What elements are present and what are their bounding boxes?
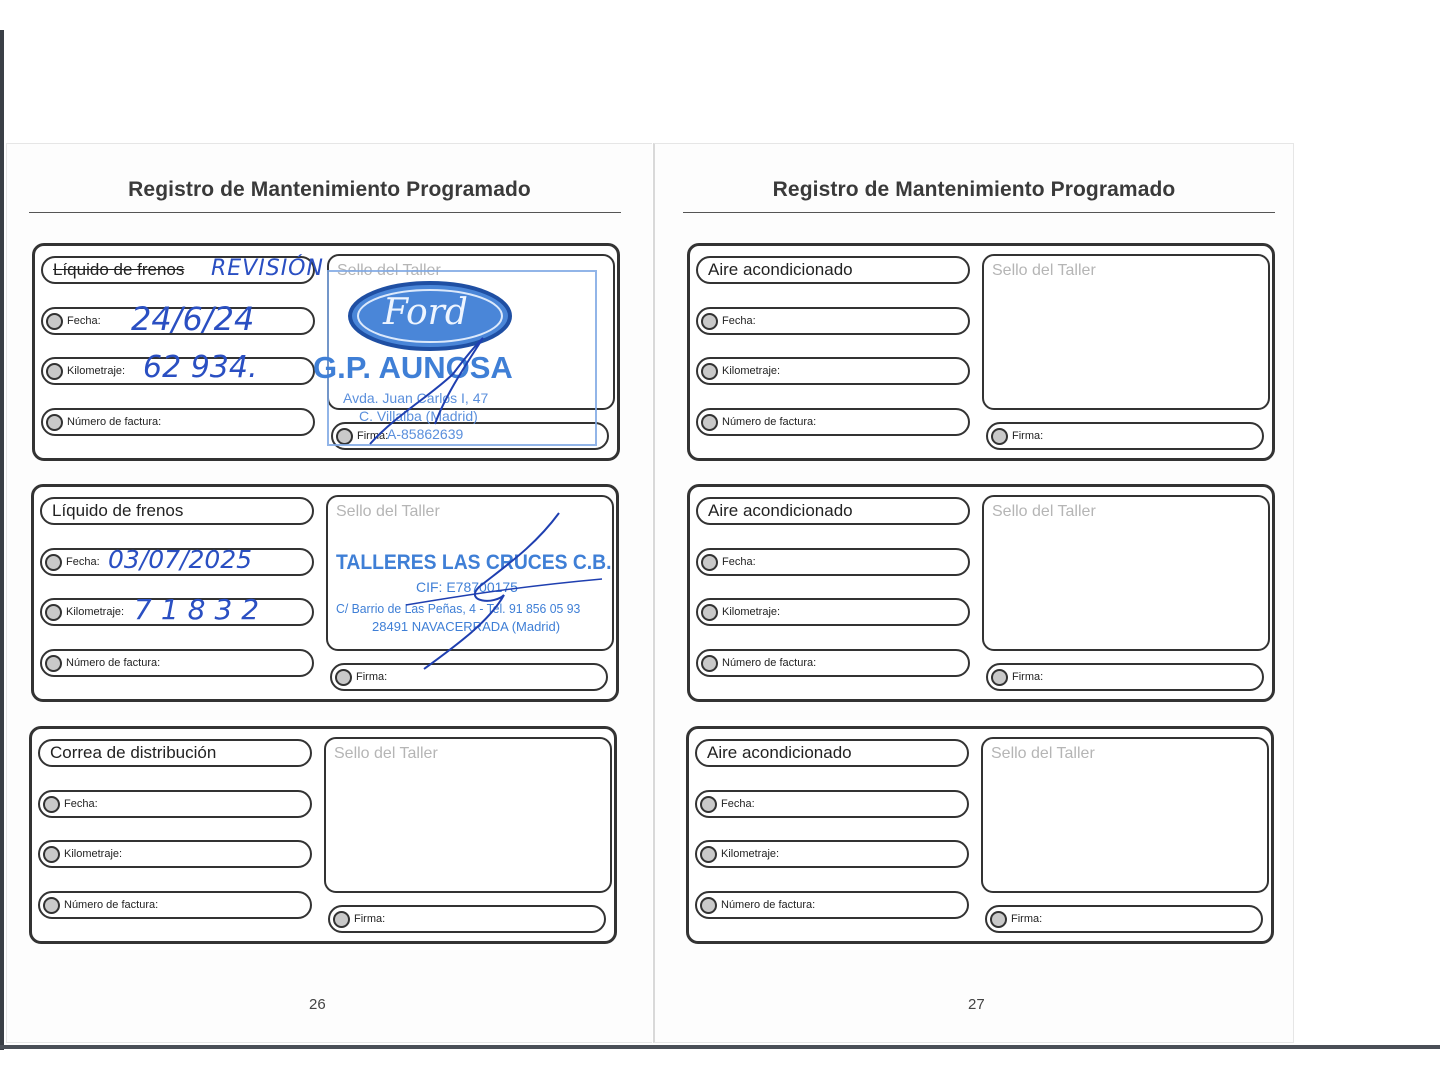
- page-title: Registro de Mantenimiento Programado: [128, 178, 531, 201]
- invoice-label: Número de factura:: [64, 899, 159, 911]
- date-field[interactable]: [695, 790, 969, 818]
- invoice-field[interactable]: [40, 649, 314, 677]
- signature-field[interactable]: [986, 663, 1264, 691]
- dealer-name: G.P. AUNOSA: [313, 350, 513, 385]
- invoice-label: Número de factura:: [66, 657, 161, 669]
- radio-dot-icon: [43, 796, 60, 813]
- signature-label: Firma:: [1012, 430, 1044, 442]
- stamp-label: Sello del Taller: [992, 503, 1096, 520]
- date-field[interactable]: [696, 548, 970, 576]
- radio-dot-icon: [991, 669, 1008, 686]
- radio-dot-icon: [701, 414, 718, 431]
- radio-dot-icon: [43, 897, 60, 914]
- radio-dot-icon: [701, 655, 718, 672]
- mileage-field[interactable]: [696, 357, 970, 385]
- service-name: Aire acondicionado: [708, 501, 853, 520]
- invoice-label: Número de factura:: [722, 657, 817, 669]
- ford-logo-text: Ford: [383, 292, 468, 333]
- date-field[interactable]: [38, 790, 312, 818]
- date-label: Fecha:: [721, 798, 755, 810]
- handwritten-mileage: 71832: [134, 593, 269, 626]
- mileage-label: Kilometraje:: [64, 848, 123, 860]
- invoice-label: Número de factura:: [721, 899, 816, 911]
- maintenance-card: [686, 726, 1274, 944]
- signature-field[interactable]: [328, 905, 606, 933]
- radio-dot-icon: [701, 363, 718, 380]
- mileage-label: Kilometraje:: [721, 848, 780, 860]
- workshop-name: TALLERES LAS CRUCES C.B.: [336, 551, 612, 574]
- stamp-label: Sello del Taller: [336, 503, 440, 520]
- dealer-address: Avda. Juan Carlos I, 47: [343, 390, 489, 406]
- service-field: [696, 256, 970, 284]
- radio-dot-icon: [701, 313, 718, 330]
- date-label: Fecha:: [67, 315, 101, 327]
- radio-dot-icon: [991, 428, 1008, 445]
- invoice-field[interactable]: [41, 408, 315, 436]
- maintenance-card: [29, 726, 617, 944]
- signature-field[interactable]: [985, 905, 1263, 933]
- radio-dot-icon: [700, 897, 717, 914]
- service-field: [695, 739, 969, 767]
- mileage-label: Kilometraje:: [66, 606, 125, 618]
- radio-dot-icon: [700, 796, 717, 813]
- stamp-label: Sello del Taller: [337, 262, 441, 279]
- radio-dot-icon: [45, 604, 62, 621]
- service-name: Aire acondicionado: [708, 260, 853, 279]
- signature-label: Firma:: [1012, 671, 1044, 683]
- maintenance-card: [687, 243, 1275, 461]
- radio-dot-icon: [701, 604, 718, 621]
- service-field: [38, 739, 312, 767]
- workshop-cif: CIF: E78700175: [416, 579, 518, 595]
- title-divider: [683, 212, 1275, 213]
- radio-dot-icon: [990, 911, 1007, 928]
- service-name: Aire acondicionado: [707, 743, 852, 762]
- dealer-city: C. Villalba (Madrid): [359, 408, 478, 424]
- signature-label: Firma:: [356, 671, 388, 683]
- radio-dot-icon: [46, 414, 63, 431]
- date-label: Fecha:: [722, 556, 756, 568]
- scan-edge-left: [0, 30, 4, 1050]
- invoice-label: Número de factura:: [67, 416, 162, 428]
- maintenance-card: [31, 484, 619, 702]
- page-title: Registro de Mantenimiento Programado: [772, 178, 1176, 201]
- radio-dot-icon: [700, 846, 717, 863]
- mileage-field[interactable]: [695, 840, 969, 868]
- stamp-label: Sello del Taller: [991, 745, 1095, 762]
- dealer-tax-id: A-85862639: [387, 426, 464, 442]
- radio-dot-icon: [45, 655, 62, 672]
- radio-dot-icon: [701, 554, 718, 571]
- stamp-label: Sello del Taller: [992, 262, 1096, 279]
- handwritten-mileage: 62 934.: [143, 350, 258, 385]
- service-name: Líquido de frenos: [53, 260, 185, 279]
- invoice-field[interactable]: [696, 649, 970, 677]
- service-field: [40, 497, 314, 525]
- maintenance-card: [687, 484, 1275, 702]
- signature-field[interactable]: [330, 663, 608, 691]
- date-label: Fecha:: [722, 315, 756, 327]
- page-number: 27: [968, 996, 985, 1013]
- radio-dot-icon: [335, 669, 352, 686]
- mileage-label: Kilometraje:: [722, 606, 781, 618]
- stamp-box: [982, 254, 1270, 410]
- radio-dot-icon: [46, 313, 63, 330]
- stamp-box: [324, 737, 612, 893]
- date-label: Fecha:: [66, 556, 100, 568]
- handwritten-date: 24/6/24: [131, 300, 255, 338]
- service-name: Líquido de frenos: [52, 501, 184, 520]
- invoice-field[interactable]: [695, 891, 969, 919]
- signature-label: Firma:: [1011, 913, 1043, 925]
- stamp-box: [981, 737, 1269, 893]
- date-field[interactable]: [696, 307, 970, 335]
- service-field: [696, 497, 970, 525]
- radio-dot-icon: [45, 554, 62, 571]
- mileage-label: Kilometraje:: [67, 365, 126, 377]
- mileage-label: Kilometraje:: [722, 365, 781, 377]
- mileage-field[interactable]: [696, 598, 970, 626]
- service-name: Correa de distribución: [50, 743, 217, 762]
- invoice-label: Número de factura:: [722, 416, 817, 428]
- invoice-field[interactable]: [38, 891, 312, 919]
- radio-dot-icon: [43, 846, 60, 863]
- signature-label: Firma:: [357, 430, 389, 442]
- signature-label: Firma:: [354, 913, 386, 925]
- handwritten-date: 03/07/2025: [108, 545, 253, 574]
- mileage-field[interactable]: [38, 840, 312, 868]
- stamp-label: Sello del Taller: [334, 745, 438, 762]
- stamp-box: [982, 495, 1270, 651]
- title-divider: [29, 212, 621, 213]
- maintenance-card: [32, 243, 620, 461]
- radio-dot-icon: [46, 363, 63, 380]
- workshop-address: C/ Barrio de Las Peñas, 4 - Tel. 91 856 05 93: [336, 601, 581, 616]
- scan-edge-bottom: [0, 1045, 1440, 1049]
- page-right: [653, 143, 1294, 1043]
- page-left: [6, 143, 652, 1043]
- page-number: 26: [309, 996, 326, 1013]
- invoice-field[interactable]: [696, 408, 970, 436]
- radio-dot-icon: [333, 911, 350, 928]
- handwritten-note: REVISIÓN: [211, 256, 324, 281]
- workshop-city: 28491 NAVACERRADA (Madrid): [372, 619, 561, 634]
- date-label: Fecha:: [64, 798, 98, 810]
- signature-field[interactable]: [986, 422, 1264, 450]
